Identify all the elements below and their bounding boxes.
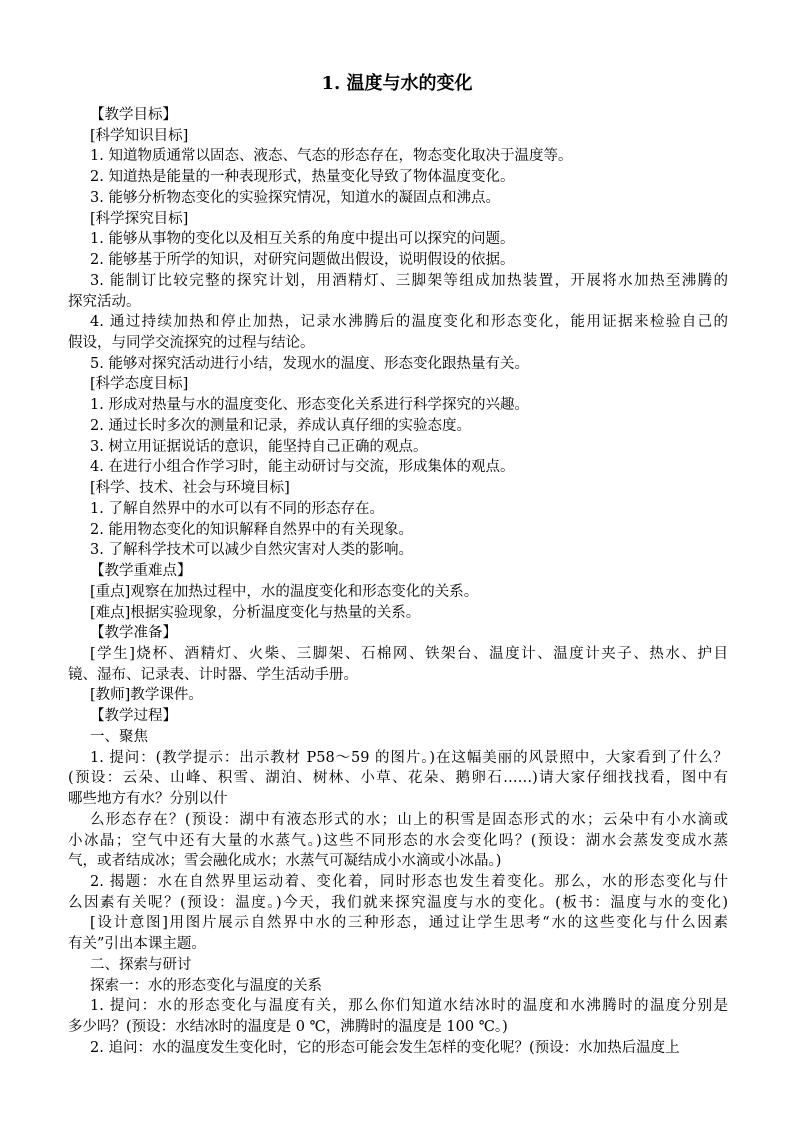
text-line: 3. 能够分析物态变化的实验探究情况，知道水的凝固点和沸点。 [90,189,500,206]
text-line: 么形态存在？(预设：湖中有液态形式的水；山上的积雪是固态形式的水；云朵中有小水滴或 [90,811,728,828]
text-line: [学生]烧杯、酒精灯、火柴、三脚架、石棉网、铁架台、温度计、温度计夹子、热水、护目 [90,645,728,662]
text-line: [设计意图]用图片展示自然界中水的三种形态，通过让学生思考“水的这些变化与什么因素 [90,915,728,932]
text-line: 镜、湿布、记录表、计时器、学生活动手册。 [68,666,358,683]
text-line: 2. 能用物态变化的知识解释自然界中的有关现象。 [90,521,413,538]
text-line: 小冰晶；空气中还有大量的水蒸气。)这些不同形态的水会变化吗？(预设：湖水会蒸发变成水蒸 [68,832,728,849]
text-line: 1. 提问：(教学提示：出示教材 P58～59 的图片。)在这幅美丽的风景照中，大家看到了什么？ [90,749,728,766]
section-heading: 【教学准备】 [90,625,177,642]
text-line: [教师]教学课件。 [90,687,203,704]
text-line: 2. 通过长时多次的测量和记录，养成认真仔细的实验态度。 [90,417,471,434]
text-line: 气，或者结成冰；雪会融化成水；水蒸气可凝结成小水滴或小冰晶。) [68,853,502,870]
section-heading: 【教学过程】 [90,708,177,725]
text-line: 一、聚焦 [90,728,148,745]
text-line: [难点]根据实验现象，分析温度变化与热量的关系。 [90,604,421,621]
text-line: 二、探索与研讨 [90,956,192,973]
text-line: 么因素有关呢？(预设：温度。)今天，我们就来探究温度与水的变化。(板书：温度与水的变化) [68,894,728,911]
text-line: [重点]观察在加热过程中，水的温度变化和形态变化的关系。 [90,583,479,600]
text-line: 探索一：水的形态变化与温度的关系 [90,977,322,994]
text-line: 多少吗？(预设：水结冰时的温度是 0 ℃，沸腾时的温度是 100 ℃。) [68,1019,508,1036]
text-line: 1. 能够从事物的变化以及相互关系的角度中提出可以探究的问题。 [90,231,515,248]
text-line: [科学态度目标] [90,376,189,393]
text-line: 2. 知道热是能量的一种表现形式，热量变化导致了物体温度变化。 [90,169,515,186]
text-line: 2. 揭题：水在自然界里运动着、变化着，同时形态也发生着变化。那么，水的形态变化与什 [90,874,728,890]
text-line: 2. 能够基于所学的知识，对研究问题做出假设，说明假设的依据。 [90,252,515,269]
text-line: 1. 提问：水的形态变化与温度有关，那么你们知道水结冰时的温度和水沸腾时的温度分别是 [90,998,728,1015]
text-line: 3. 能制订比较完整的探究计划，用酒精灯、三脚架等组成加热装置，开展将水加热至沸腾的 [90,272,728,289]
text-line: 探究活动。 [68,293,141,310]
text-line: 4. 在进行小组合作学习时，能主动研讨与交流，形成集体的观点。 [90,459,515,476]
text-line: [科学、技术、社会与环境目标] [90,480,290,497]
text-line: 3. 了解科学技术可以减少自然灾害对人类的影响。 [90,542,413,559]
text-line: 1. 了解自然界中的水可以有不同的形态存在。 [90,500,384,517]
text-line: 假设，与同学交流探究的过程与结论。 [68,335,315,352]
text-line: 4. 通过持续加热和停止加热，记录水沸腾后的温度变化和形态变化，能用证据来检验自己的 [90,314,728,331]
document-title: 1. 温度与水的变化 [321,73,473,94]
text-line: (预设：云朵、山峰、积雪、湖泊、树林、小草、花朵、鹅卵石……)请大家仔细找找看，图中有 [68,770,728,787]
text-line: 哪些地方有水？分别以什 [68,791,228,808]
text-line: 2. 追问：水的温度发生变化时，它的形态可能会发生怎样的变化呢？(预设：水加热后温度上 [90,1039,680,1056]
text-line: [科学探究目标] [90,210,189,227]
text-line: 3. 树立用证据说话的意识，能坚持自己正确的观点。 [90,438,428,455]
text-line: 5. 能够对探究活动进行小结，发现水的温度、形态变化跟热量有关。 [90,355,529,372]
text-line: 1. 知道物质通常以固态、液态、气态的形态存在，物态变化取决于温度等。 [90,148,573,165]
section-heading: 【教学目标】 [90,107,177,123]
text-line: 1. 形成对热量与水的温度变化、形态变化关系进行科学探究的兴趣。 [90,397,529,414]
section-heading: 【教学重难点】 [90,563,192,580]
text-line: 有关”引出本课主题。 [68,936,206,953]
text-line: [科学知识目标] [90,127,189,144]
